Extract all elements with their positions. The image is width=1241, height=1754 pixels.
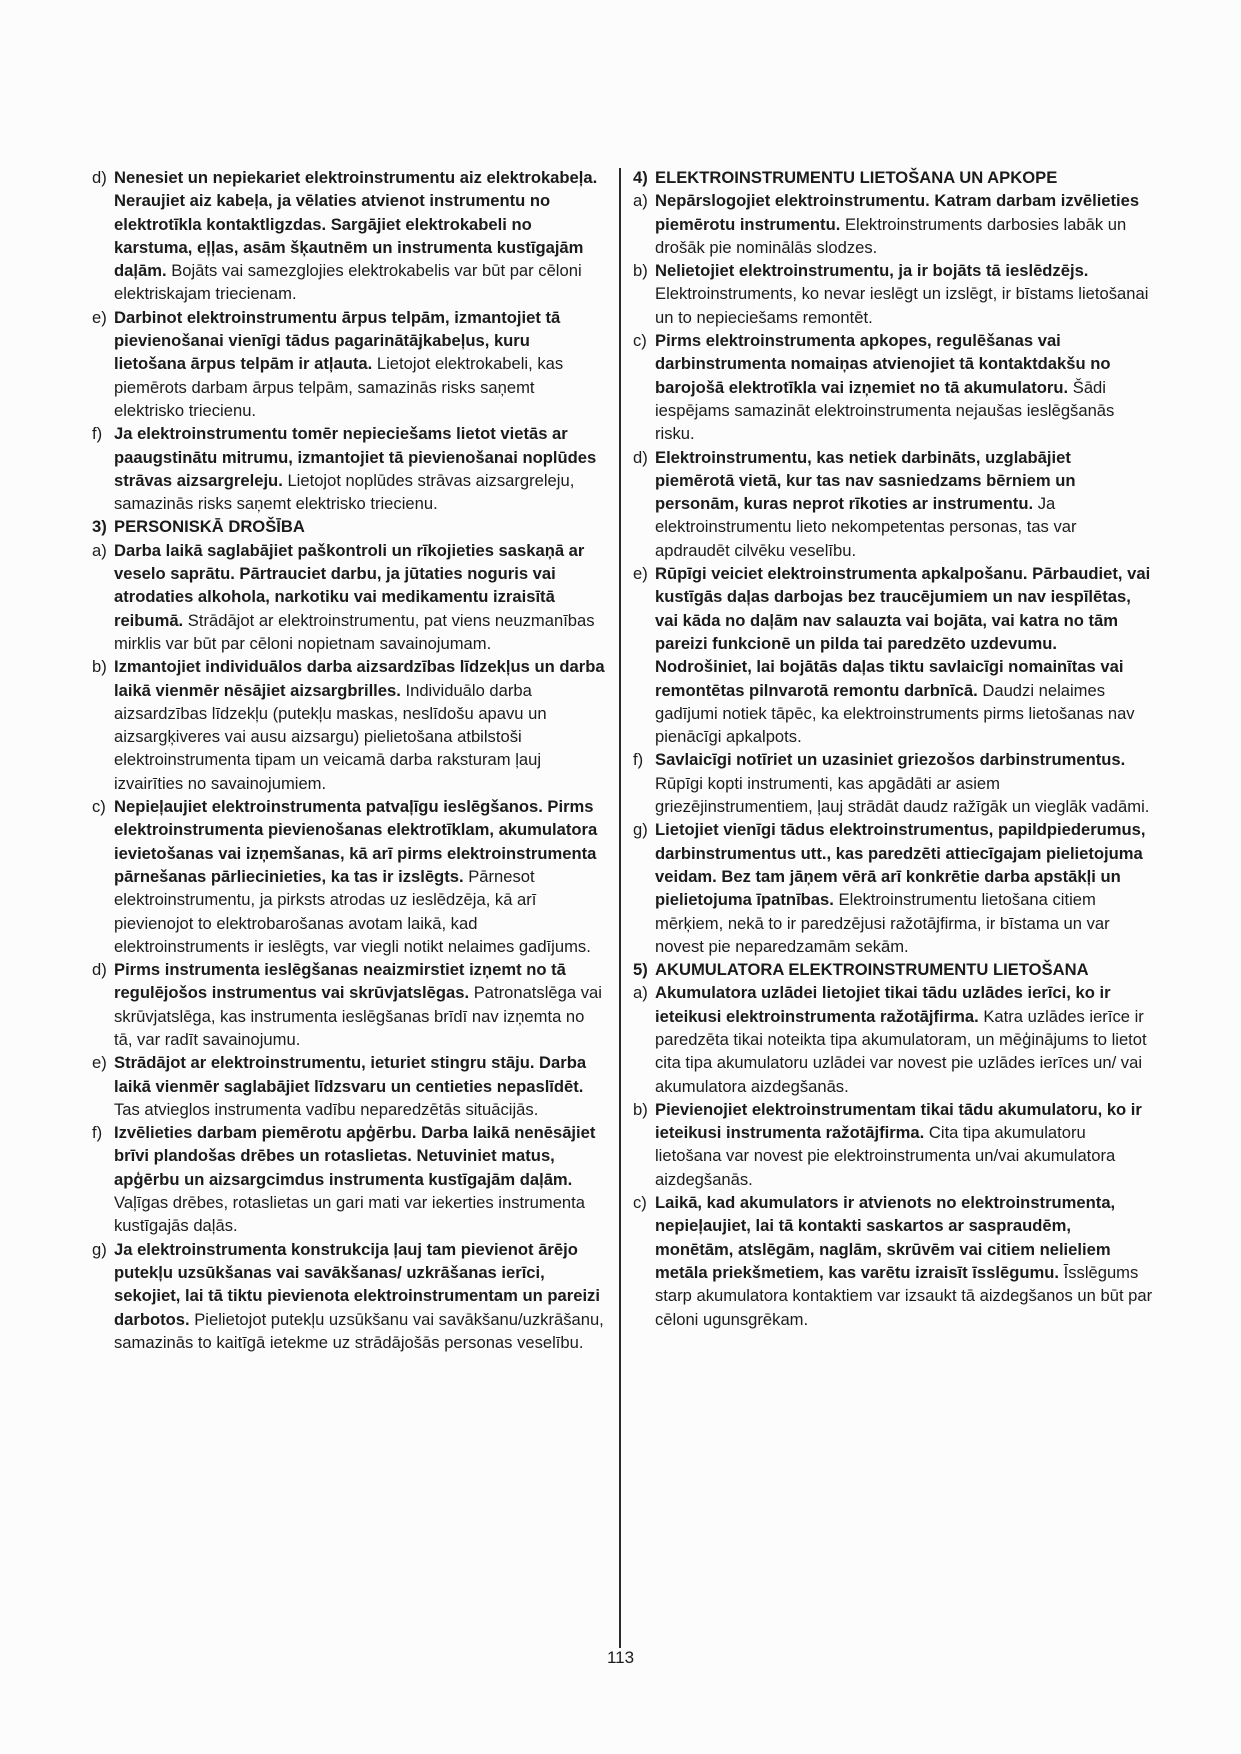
section-title: AKUMULATORA ELEKTROINSTRUMENTU LIETOŠANA: [655, 960, 1089, 980]
item-bold-text: Nepieļaujiet elektroinstrumenta patvaļīgu ieslēgšanos. Pirms elektroinstrumenta pievienošanas elektrotīklam, akumulatora ievietošanas vai izņemšanas, kā arī pirms elektroinstrumenta pārnešanas pārliecinieties, ka tas ir izslēgts.: [114, 797, 598, 886]
item-normal-text: Patronatslēga vai skrūvjatslēga, kas instrumenta ieslēgšanas brīdī nav izņemta no tā, var radīt savainojumu.: [114, 983, 602, 1049]
list-item: [92, 306, 605, 422]
item-text: [655, 562, 1153, 748]
item-bold-text: Nenesiet un nepiekariet elektroinstrumentu aiz elektrokabeļa. Neraujiet aiz kabeļa, ja vēlaties atvienot instrumentu no elektrotīkla kontaktligzdas. Sargājiet elektrokabeli no karstuma, eļļas, asām šķautnēm un instrumenta kustīgajām daļām.: [114, 168, 598, 281]
section-title: PERSONISKĀ DROŠĪBA: [114, 517, 305, 537]
item-bold-text: Izmantojiet individuālos darba aizsardzības līdzekļus un darba laikā vienmēr nēsājiet aizsargbrilles.: [114, 657, 605, 700]
column-divider: [619, 168, 621, 1648]
item-label: b): [633, 261, 648, 281]
item-text: [114, 958, 605, 1051]
item-label: f): [92, 1123, 103, 1143]
item-label: g): [92, 1239, 107, 1259]
item-label: e): [92, 1053, 107, 1073]
item-normal-text: Katra uzlādes ierīce ir paredzēta tikai noteikta tipa akumulatoram, un mēģinājums to lietot cita tipa akumulatoru uzlādei var novest pie uzlādes ierīces un/ vai akumulatora aizdegšanās.: [655, 1006, 1147, 1096]
item-text: [655, 446, 1153, 562]
item-label: a): [92, 540, 107, 560]
item-bold-text: Ja elektroinstrumenta konstrukcija ļauj tam pievienot ārējo putekļu uzsūkšanas vai savākšanas/ uzkrāšanas ierīci, sekojiet, lai tā tiktu pievienota elektroinstrumentam un pareizi darbotos.: [114, 1239, 600, 1329]
section-heading: [633, 958, 1153, 981]
item-text: [655, 748, 1153, 818]
right-column: [633, 166, 1153, 1331]
left-column: [92, 166, 605, 1354]
section-number: 5): [633, 960, 648, 980]
item-label: d): [92, 168, 107, 187]
item-text: [114, 1238, 605, 1354]
list-item: [92, 166, 605, 306]
item-bold-text: Nelietojiet elektroinstrumentu, ja ir bojāts tā ieslēdzējs.: [655, 261, 1089, 281]
item-bold-text: Laikā, kad akumulators ir atvienots no elektroinstrumenta, nepieļaujiet, lai tā kontakti saskartos ar saspraudēm, monētām, atslēgām, naglām, skrūvēm vai citiem nelieliem metāla priekšmetiem, kas varētu izraisīt īsslēgumu.: [655, 1193, 1116, 1282]
item-text: [114, 166, 605, 306]
item-normal-text: Cita tipa akumulatoru lietošana var novest pie elektroinstrumenta un/vai akumulatora aizdegšanās.: [655, 1123, 1116, 1189]
list-item: [633, 329, 1153, 445]
item-bold-text: Savlaicīgi notīriet un uzasiniet griezošos darbinstrumentus.: [655, 750, 1126, 770]
item-normal-text: Īsslēgums starp akumulatora kontaktiem var izsaukt tā aizdegšanos un būt par cēloni ugunsgrēkam.: [655, 1262, 1153, 1329]
item-normal-text: Individuālo darba aizsardzības līdzekļu (putekļu maskas, neslīdošu apavu un aizsargķiveres vai ausu aizsargu) pielietošana atbilstoši elektroinstrumenta tipam un veicamā darba raksturam ļauj izvairīties no savainojumiem.: [114, 680, 547, 793]
list-item: [633, 259, 1153, 329]
item-bold-text: Lietojiet vienīgi tādus elektroinstrumentus, papildpiederumus, darbinstrumentus utt., kas paredzēti attiecīgajam pielietojuma veidam. Bez tam jāņem vērā arī konkrētie darba apstākļi un pielietojuma īpatnības.: [655, 820, 1146, 910]
item-bold-text: Darbinot elektroinstrumentu ārpus telpām, izmantojiet tā pievienošanai vienīgi tādus pagarinātājkabeļus, kuru lietošana ārpus telpām ir atļauta.: [114, 307, 561, 374]
list-item: [633, 748, 1153, 818]
item-text: [114, 655, 605, 795]
item-normal-text: Elektroinstruments, ko nevar ieslēgt un izslēgt, ir bīstams lietošanai un to nepieciešams remontēt.: [655, 284, 1149, 327]
section-number: 3): [92, 517, 107, 537]
list-item: [92, 539, 605, 655]
list-item: [633, 981, 1153, 1097]
item-bold-text: Pirms elektroinstrumenta apkopes, regulēšanas vai darbinstrumenta nomaiņas atvienojiet tā kontaktdakšu no barojošā elektrotīkla vai izņemiet no tā akumulatoru.: [655, 331, 1111, 397]
item-bold-text: Pievienojiet elektroinstrumentam tikai tādu akumulatoru, ko ir ieteikusi instrumenta ražotājfirma.: [655, 1099, 1142, 1143]
item-normal-text: Bojāts vai samezglojies elektrokabelis var būt par cēloni elektriskajam triecienam.: [114, 261, 582, 304]
section-heading: [92, 515, 605, 538]
item-text: [114, 1121, 605, 1237]
item-text: [114, 306, 605, 422]
item-normal-text: Tas atvieglos instrumenta vadību neparedzētās situācijās.: [114, 1099, 539, 1119]
section-number: 4): [633, 168, 648, 187]
item-label: g): [633, 820, 648, 840]
item-normal-text: Elektroinstruments darbosies labāk un drošāk pie nominālās slodzes.: [655, 214, 1127, 257]
item-bold-text: Ja elektroinstrumentu tomēr nepieciešams lietot vietās ar paaugstinātu mitrumu, izmantojiet tā pievienošanai noplūdes strāvas aizsargreleju.: [114, 424, 597, 490]
list-item: [633, 562, 1153, 748]
item-text: [655, 189, 1153, 259]
item-text: [655, 981, 1153, 1097]
list-item: [633, 818, 1153, 958]
item-normal-text: Rūpīgi kopti instrumenti, kas apgādāti ar asiem griezējinstrumentiem, ļauj strādāt daudz ražīgāk un vieglāk vadāmi.: [655, 773, 1150, 817]
item-label: c): [92, 797, 106, 817]
item-normal-text: Strādājot ar elektroinstrumentu, pat viens neuzmanības mirklis var būt par cēloni nopietnam savainojumam.: [114, 610, 595, 653]
item-text: [114, 795, 605, 958]
item-normal-text: Elektroinstrumentu lietošana citiem mērķiem, nekā to ir paredzējusi ražotājfirma, ir bīstama un var novest pie neparedzamām sekām.: [655, 890, 1110, 956]
item-label: a): [633, 983, 648, 1003]
item-text: [655, 259, 1153, 329]
item-label: e): [633, 564, 648, 584]
item-text: [114, 422, 605, 515]
item-normal-text: Pielietojot putekļu uzsūkšanu vai savākšanu/uzkrāšanu, samazinās to kaitīgā ietekme uz strādājošās personas veselību.: [114, 1309, 604, 1352]
item-bold-text: Izvēlieties darbam piemērotu apģērbu. Darba laikā nenēsājiet brīvi plandošas drēbes un rotaslietas. Netuviniet matus, apģērbu un aizsargcimdus instrumenta kustīgajām daļām.: [114, 1123, 596, 1189]
item-label: b): [633, 1099, 648, 1119]
section-heading: [633, 166, 1153, 189]
item-text: [655, 1191, 1153, 1331]
section-title: ELEKTROINSTRUMENTU LIETOŠANA UN APKOPE: [655, 168, 1058, 187]
item-bold-text: Elektroinstrumentu, kas netiek darbināts, uzglabājiet piemērotā vietā, kur tas nav sasniedzams bērniem un personām, kuras neprot rīkoties ar instrumentu.: [655, 447, 1076, 514]
list-item: [633, 189, 1153, 259]
list-item: [92, 655, 605, 795]
item-label: d): [633, 447, 648, 467]
item-bold-text: Rūpīgi veiciet elektroinstrumenta apkalpošanu. Pārbaudiet, vai kustīgās daļas darbojas bez traucējumiem un nav iespīlētas, vai kāda no daļām nav salauzta vai bojāta, vai katra no tām pareizi funkcionē un pilda tai paredzēto uzdevumu. Nodrošiniet, lai bojātās daļas tiktu savlaicīgi nomainītas vai remontētas pilnvarotā remontu darbnīcā.: [655, 564, 1151, 700]
item-label: b): [92, 657, 107, 677]
item-bold-text: Akumulatora uzlādei lietojiet tikai tādu uzlādes ierīci, ko ir ieteikusi elektroinstrumenta ražotājfirma.: [655, 983, 1111, 1026]
item-label: c): [633, 331, 647, 351]
list-item: [633, 446, 1153, 562]
item-bold-text: Darba laikā saglabājiet paškontroli un rīkojieties saskaņā ar veselo saprātu. Pārtrauciet darbu, ja jūtaties noguris vai atrodaties alkohola, narkotiku vai medikamentu izraisītā reibumā.: [114, 540, 585, 630]
item-text: [655, 818, 1153, 958]
list-item: [92, 1051, 605, 1121]
item-label: f): [633, 750, 644, 770]
item-normal-text: Vaļīgas drēbes, rotaslietas un gari mati var iekerties instrumenta kustīgajās daļās.: [114, 1193, 585, 1236]
item-normal-text: Pārnesot elektroinstrumentu, ja pirksts atrodas uz ieslēdzēja, kā arī pievienojot to elektrobarošanas avotam laikā, kad elektroinstruments ir ieslēgts, var viegli notikt nelaimes gadījums.: [114, 866, 591, 956]
item-normal-text: Ja elektroinstrumentu lieto nekompetentas personas, tas var apdraudēt cilvēku veselību.: [655, 494, 1077, 560]
item-label: e): [92, 307, 107, 327]
list-item: [92, 1121, 605, 1237]
page-number: 113: [606, 1648, 635, 1667]
item-normal-text: Lietojot elektrokabeli, kas piemērots darbam ārpus telpām, samazinās risks saņemt elektrisko triecienu.: [114, 354, 564, 420]
item-text: [655, 329, 1153, 445]
item-label: a): [633, 191, 648, 211]
item-normal-text: Lietojot noplūdes strāvas aizsargreleju, samazinās risks saņemt elektrisko triecienu.: [114, 470, 575, 514]
list-item: [92, 1238, 605, 1354]
list-item: [92, 422, 605, 515]
item-normal-text: Šādi iespējams samazināt elektroinstrumenta nejaušas ieslēgšanās risku.: [655, 377, 1115, 444]
list-item: [633, 1098, 1153, 1191]
item-text: [114, 1051, 605, 1121]
item-label: c): [633, 1193, 647, 1213]
list-item: [92, 958, 605, 1051]
item-text: [655, 1098, 1153, 1191]
item-bold-text: Strādājot ar elektroinstrumentu, ieturiet stingru stāju. Darba laikā vienmēr saglabājiet līdzsvaru un centieties nepaslīdēt.: [114, 1053, 587, 1096]
item-normal-text: Daudzi nelaimes gadījumi notiek tāpēc, ka elektroinstruments pirms lietošanas nav pienācīgi apkalpots.: [655, 680, 1135, 747]
item-bold-text: Pirms instrumenta ieslēgšanas neaizmirstiet izņemt no tā regulējošos instrumentus vai skrūvjatslēgas.: [114, 960, 566, 1003]
item-bold-text: Nepārslogojiet elektroinstrumentu. Katram darbam izvēlieties piemērotu instrumentu.: [655, 191, 1140, 234]
item-label: f): [92, 424, 103, 444]
item-label: d): [92, 960, 107, 980]
list-item: [92, 795, 605, 958]
item-text: [114, 539, 605, 655]
list-item: [633, 1191, 1153, 1331]
